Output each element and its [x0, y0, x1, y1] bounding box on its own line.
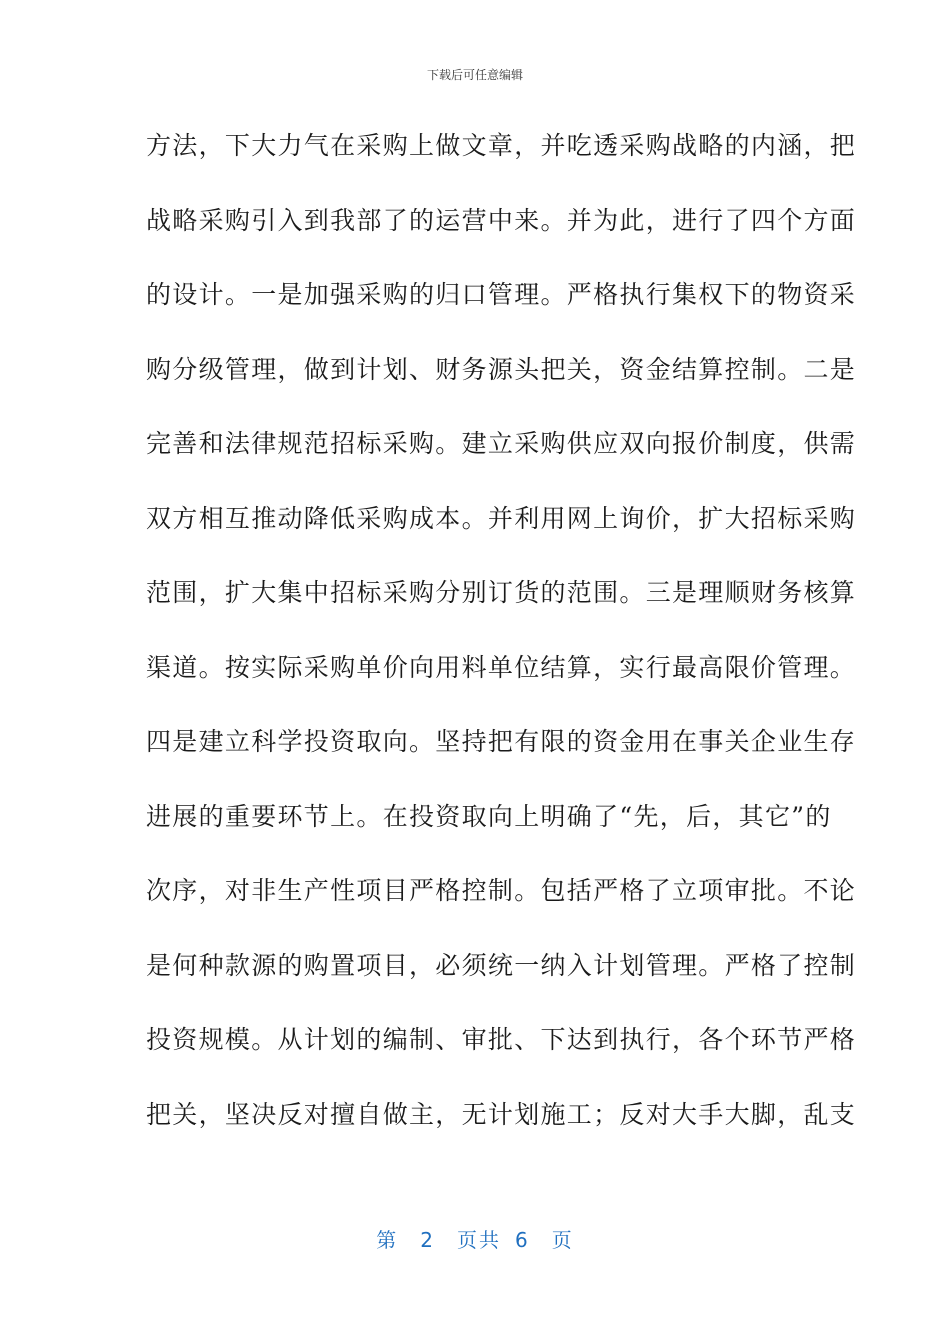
text-line: 把关，坚决反对擅自做主，无计划施工；反对大手大脚，乱支 [146, 1099, 857, 1129]
text-line: 购分级管理，做到计划、财务源头把关，资金结算控制。二是 [146, 354, 857, 384]
text-line: 进展的重要环节上。在投资取向上明确了“先，后，其它”的 [146, 801, 832, 831]
page-footer [0, 1224, 950, 1253]
page-header: 下载后可任意编辑 [426, 68, 523, 82]
text-line: 四是建立科学投资取向。坚持把有限的资金用在事关企业生存 [146, 727, 857, 756]
text-line: 双方相互推动降低采购成本。并利用网上询价，扩大招标采购 [146, 503, 857, 533]
text-line: 方法，下大力气在采购上做文章，并吃透采购战略的内涵，把 [146, 131, 857, 160]
page-label-prefix: 第 [376, 1228, 399, 1252]
text-line: 投资规模。从计划的编制、审批、下达到执行，各个环节严格 [146, 1025, 857, 1054]
page-label-middle: 页共 [457, 1228, 501, 1252]
text-line: 完善和法律规范招标采购。建立采购供应双向报价制度，供需 [146, 429, 857, 458]
text-line: 的设计。一是加强采购的归口管理。严格执行集权下的物资采 [146, 280, 857, 309]
text-line: 是何种款源的购置项目，必须统一纳入计划管理。严格了控制 [146, 950, 857, 980]
current-page-number: 2 [420, 1228, 435, 1252]
total-pages-number: 6 [515, 1228, 530, 1252]
text-line: 渠道。按实际采购单价向用料单位结算，实行最高限价管理。 [146, 652, 857, 682]
text-line: 战略采购引入到我部了的运营中来。并为此，进行了四个方面 [146, 205, 857, 235]
text-line: 次序，对非生产性项目严格控制。包括严格了立项审批。不论 [146, 876, 857, 905]
text-line: 范围，扩大集中招标采购分别订货的范围。三是理顺财务核算 [146, 578, 857, 607]
page-label-suffix: 页 [551, 1228, 574, 1252]
document-body [146, 120, 857, 1163]
